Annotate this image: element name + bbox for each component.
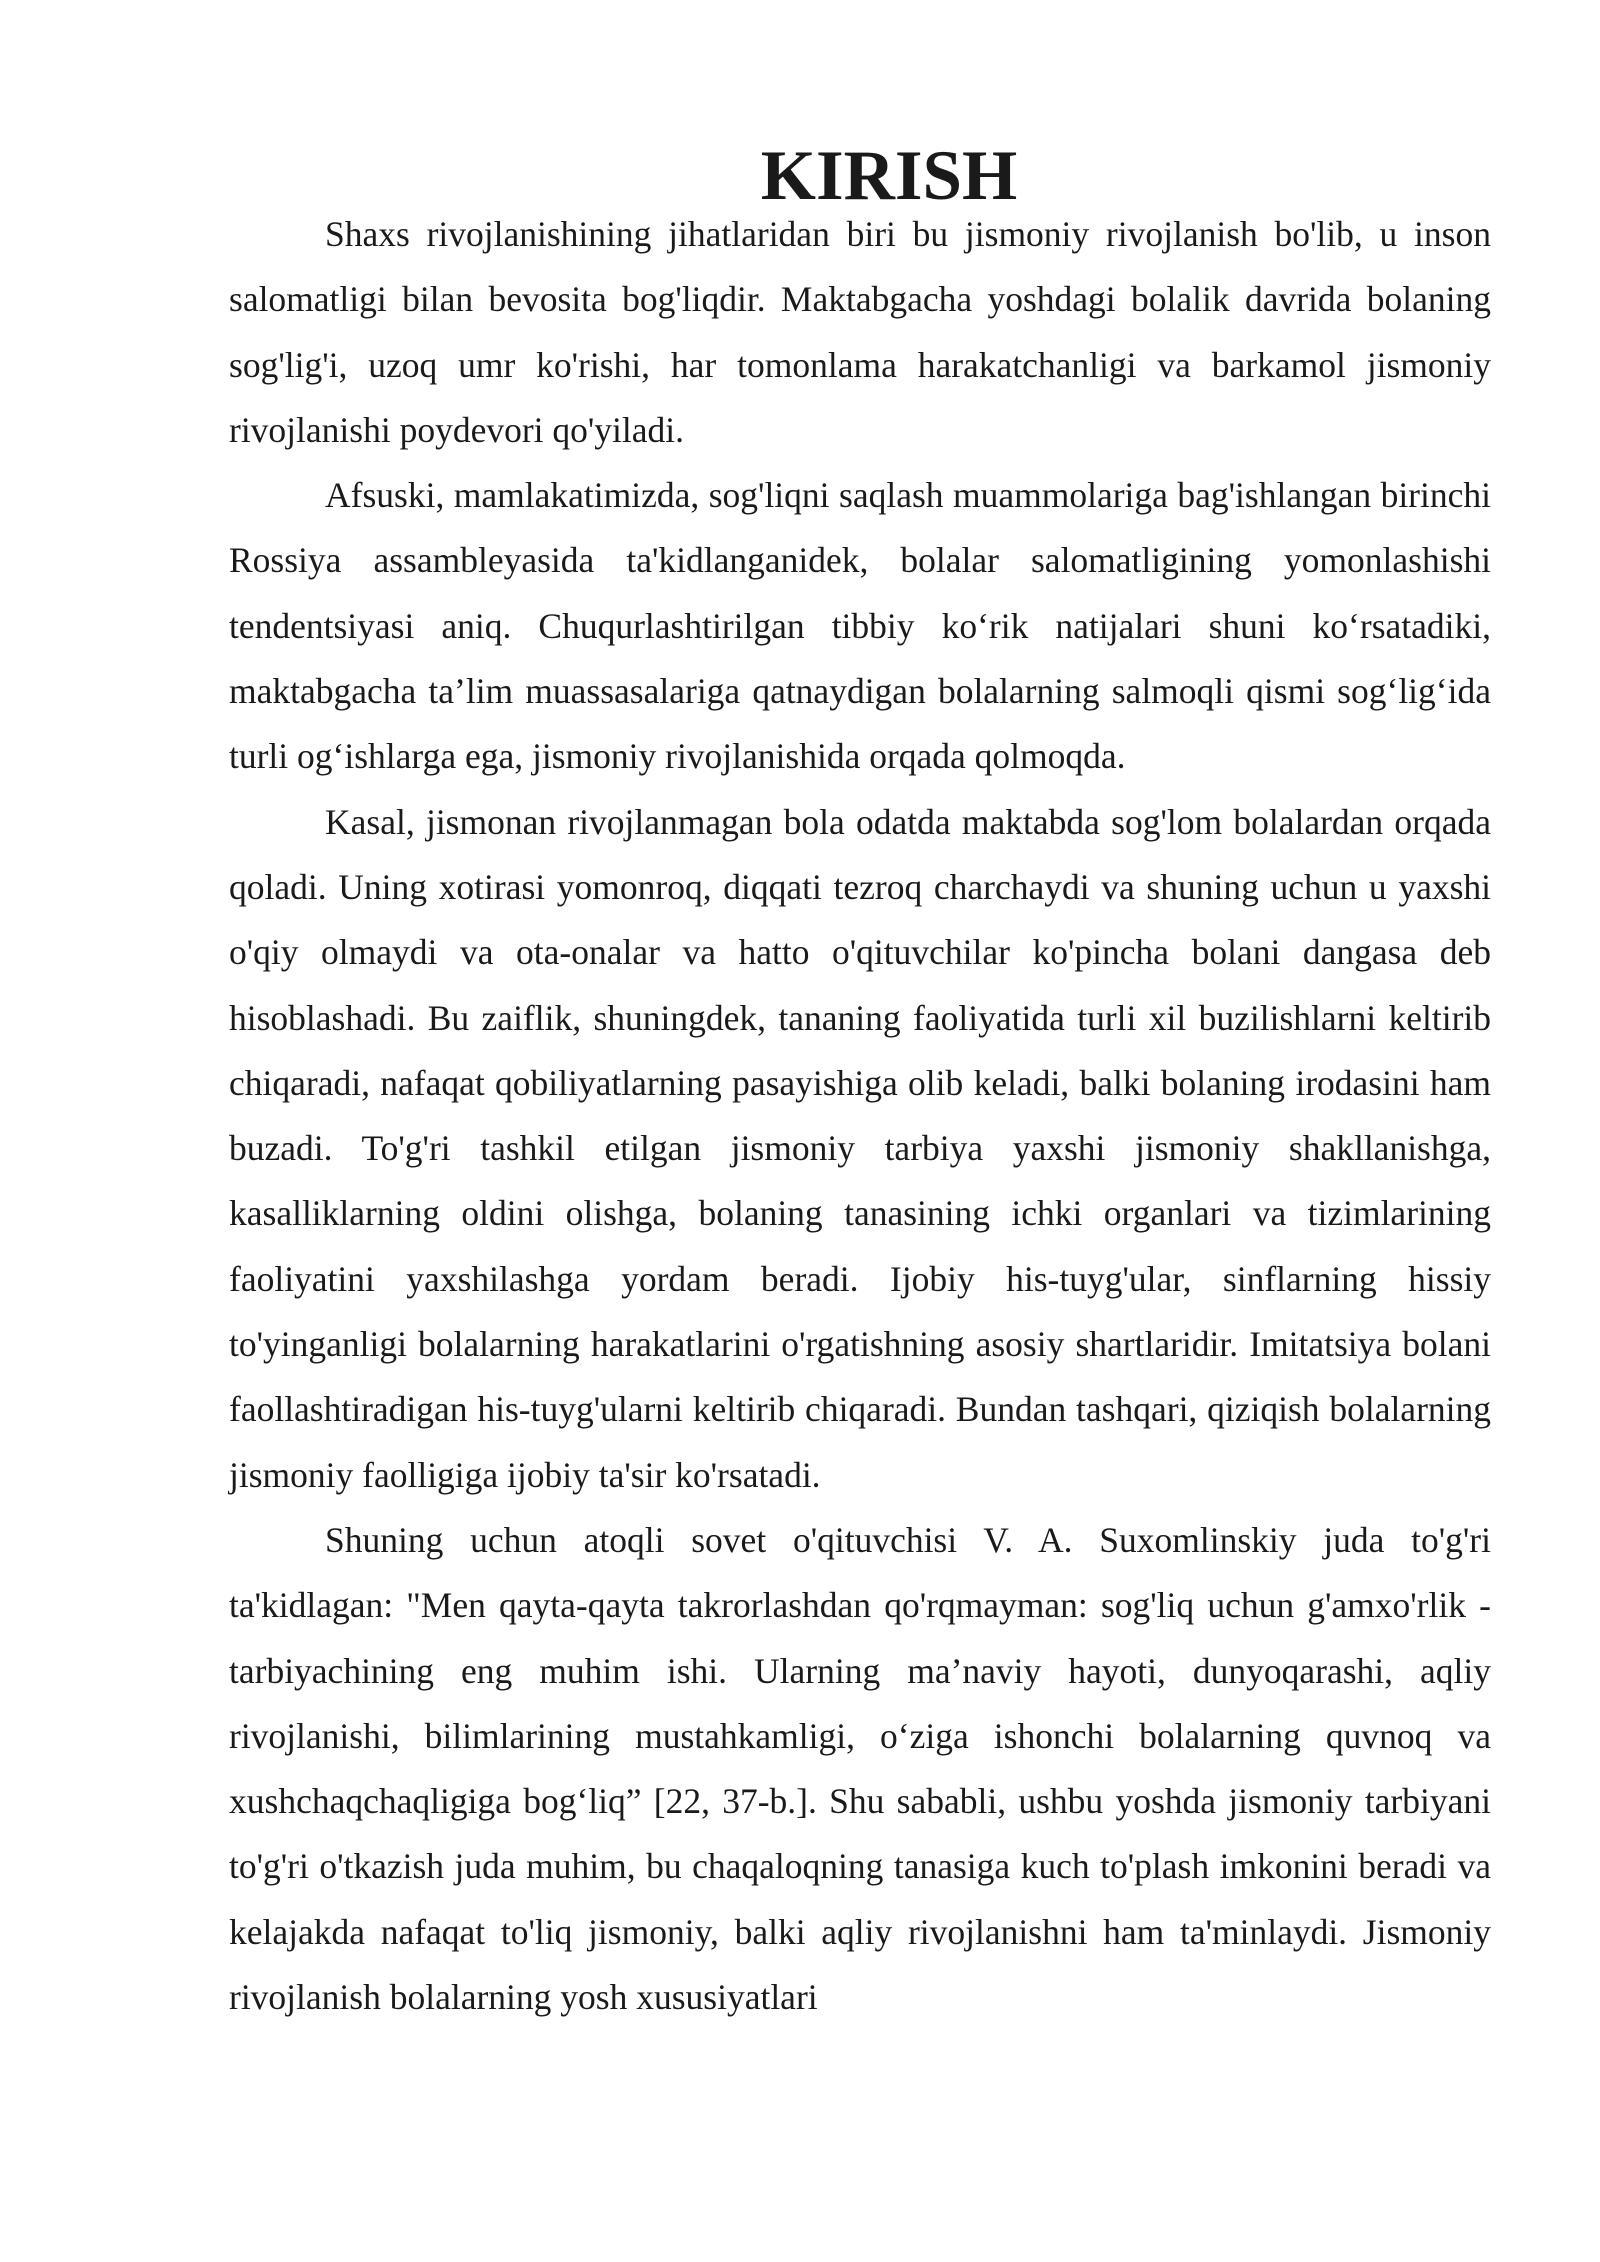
paragraph-3: Kasal, jismonan rivojlanmagan bola odatda maktabda sog'lom bolalardan orqada qoladi. Uning xotirasi yomonroq, diqqati tezroq charchaydi va shuning uchun u yaxshi o'qiy olmaydi va ota-onalar va hatto o'qituvchilar ko'pincha bolani dangasa deb hisoblashadi. Bu zaiflik, shuningdek, tananing faoliyatida turli xil buzilishlarni keltirib chiqaradi, nafaqat qobiliyatlarning pasayishiga olib keladi, balki bolaning irodasini ham buzadi. To'g'ri tashkil etilgan jismoniy tarbiya yaxshi jismoniy shakllanishga, kasalliklarning oldini olishga, bolaning tanasining ichki organlari va tizimlarining faoliyatini yaxshilashga yordam beradi. Ijobiy his-tuyg'ular, sinflarning hissiy to'yinganligi bolalarning harakatlarini o'rgatishning asosiy shartlaridir. Imitatsiya bolani faollashtiradigan his-tuyg'ularni keltirib chiqaradi. Bundan tashqari, qiziqish bolalarning jismoniy faolligiga ijobiy ta'sir ko'rsatadi. (229, 801, 1491, 1495)
paragraph-1: Shaxs rivojlanishining jihatlaridan biri bu jismoniy rivojlanish bo'lib, u inson salomatligi bilan bevosita bog'liqdir. Maktabgacha yoshdagi bolalik davrida bolaning sog'lig'i, uzoq umr ko'rishi, har tomonlama harakatchanligi va barkamol jismoniy rivojlanishi poydevori qo'yiladi. (229, 214, 1491, 450)
document-page (229, 137, 1491, 2030)
document-title: KIRISH (760, 137, 1018, 215)
paragraph-4: Shuning uchun atoqli sovet o'qituvchisi V. A. Suxomlinskiy juda to'g'ri ta'kidlagan: "Men qayta-qayta takrorlashdan qo'rqmayman: sog'liq uchun g'amxo'rlik - tarbiyachining eng muhim ishi. Ularning ma’naviy hayoti, dunyoqarashi, aqliy rivojlanishi, bilimlarining mustahkamligi, o‘ziga ishonchi bolalarning quvnoq va xushchaqchaqligiga bog‘liq” [22, 37-b.]. Shu sababli, ushbu yoshda jismoniy tarbiyani to'g'ri o'tkazish juda muhim, bu chaqaloqning tanasiga kuch to'plash imkonini beradi va kelajakda nafaqat to'liq jismoniy, balki aqliy rivojlanishni ham ta'minlaydi. Jismoniy rivojlanish bolalarning yosh xususiyatlari (229, 1519, 1491, 2018)
paragraph-2: Afsuski, mamlakatimizda, sog'liqni saqlash muammolariga bag'ishlangan birinchi Rossiya assambleyasida ta'kidlanganidek, bolalar salomatligining yomonlashishi tendentsiyasi aniq. Chuqurlashtirilgan tibbiy ko‘rik natijalari shuni ko‘rsatadiki, maktabgacha ta’lim muassasalariga qatnaydigan bolalarning salmoqli qismi sog‘lig‘ida turli og‘ishlarga ega, jismoniy rivojlanishida orqada qolmoqda. (229, 475, 1491, 777)
